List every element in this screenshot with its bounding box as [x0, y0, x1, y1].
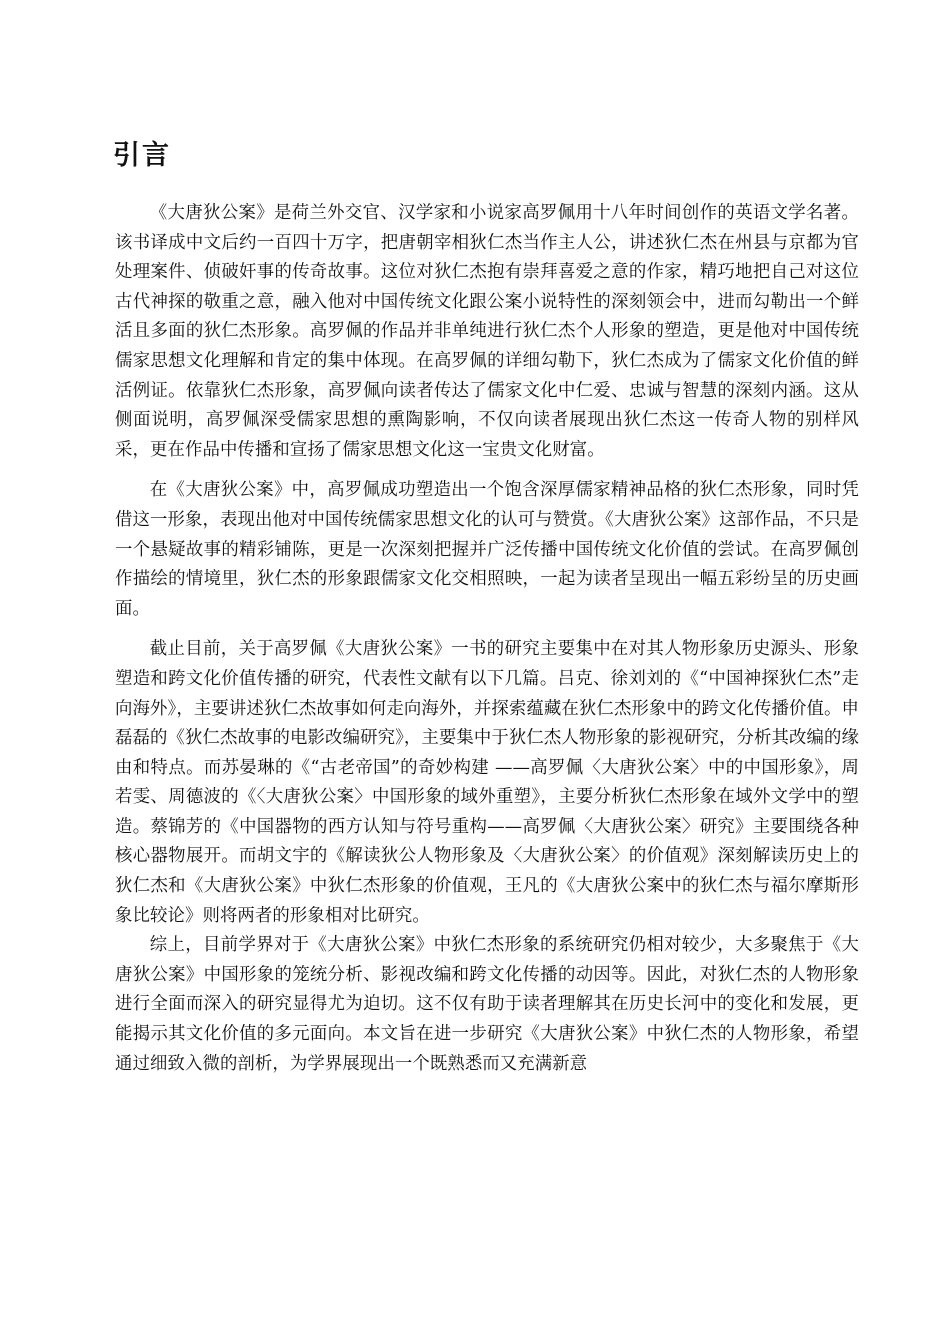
paragraph-2: 在《大唐狄公案》中，高罗佩成功塑造出一个饱含深厚儒家精神品格的狄仁杰形象，同时凭借这一形象，表现出他对中国传统儒家思想文化的认可与赞赏。《大唐狄公案》这部作品，不只是一个悬疑故事的精彩铺陈，更是一次深刻把握并广泛传播中国传统文化价值的尝试。在高罗佩创作描绘的情境里，狄仁杰的形象跟儒家文化交相照映，一起为读者呈现出一幅五彩纷呈的历史画面。	[115, 480, 859, 619]
paragraph-4: 综上，目前学界对于《大唐狄公案》中狄仁杰形象的系统研究仍相对较少，大多聚焦于《大唐狄公案》中国形象的笼统分析、影视改编和跨文化传播的动因等。因此，对狄仁杰的人物形象进行全面而深入的研究显得尤为迫切。这不仅有助于读者理解其在历史长河中的变化和发展，更能揭示其文化价值的多元面向。本文旨在进一步研究《大唐狄公案》中狄仁杰的人物形象，希望通过细致入微的剖析，为学界展现出一个既熟悉而又充满新意	[115, 935, 859, 1074]
paragraph-1: 《大唐狄公案》是荷兰外交官、汉学家和小说家高罗佩用十八年时间创作的英语文学名著。该书译成中文后约一百四十万字，把唐朝宰相狄仁杰当作主人公，讲述狄仁杰在州县与京都为官处理案件、侦破奸事的传奇故事。这位对狄仁杰抱有崇拜喜爱之意的作家，精巧地把自己对这位古代神探的敬重之意，融入他对中国传统文化跟公案小说特性的深刻领会中，进而勾勒出一个鲜活且多面的狄仁杰形象。高罗佩的作品并非单纯进行狄仁杰个人形象的塑造，更是他对中国传统儒家思想文化理解和肯定的集中体现。在高罗佩的详细勾勒下，狄仁杰成为了儒家文化价值的鲜活例证。依靠狄仁杰形象，高罗佩向读者传达了儒家文化中仁爱、忠诚与智慧的深刻内涵。这从侧面说明，高罗佩深受儒家思想的熏陶影响，不仅向读者展现出狄仁杰这一传奇人物的别样风采，更在作品中传播和宣扬了儒家思想文化这一宝贵文化财富。	[115, 203, 859, 460]
section-heading: 引言	[113, 140, 171, 171]
paragraph-3: 截止目前，关于高罗佩《大唐狄公案》一书的研究主要集中在对其人物形象历史源头、形象塑造和跨文化价值传播的研究，代表性文献有以下几篇。吕克、徐刘刘的《“中国神探狄仁杰”走向海外》，主要讲述狄仁杰故事如何走向海外，并探索蕴藏在狄仁杰形象中的跨文化传播价值。申磊磊的《狄仁杰故事的电影改编研究》，主要集中于狄仁杰人物形象的影视研究，分析其改编的缘由和特点。而苏晏琳的《“古老帝国”的奇妙构建 ——高罗佩〈大唐狄公案〉中的中国形象》，周若雯、周德波的《〈大唐狄公案〉中国形象的域外重塑》，主要分析狄仁杰形象在域外文学中的塑造。蔡锦芳的《中国器物的西方认知与符号重构——高罗佩〈大唐狄公案〉研究》主要围绕各种核心器物展开。而胡文宇的《解读狄公人物形象及〈大唐狄公案〉的价值观》深刻解读历史上的狄仁杰和《大唐狄公案》中狄仁杰形象的价值观，王凡的《大唐狄公案中的狄仁杰与福尔摩斯形象比较论》则将两者的形象相对比研究。	[115, 639, 859, 926]
body-text	[115, 199, 859, 1079]
